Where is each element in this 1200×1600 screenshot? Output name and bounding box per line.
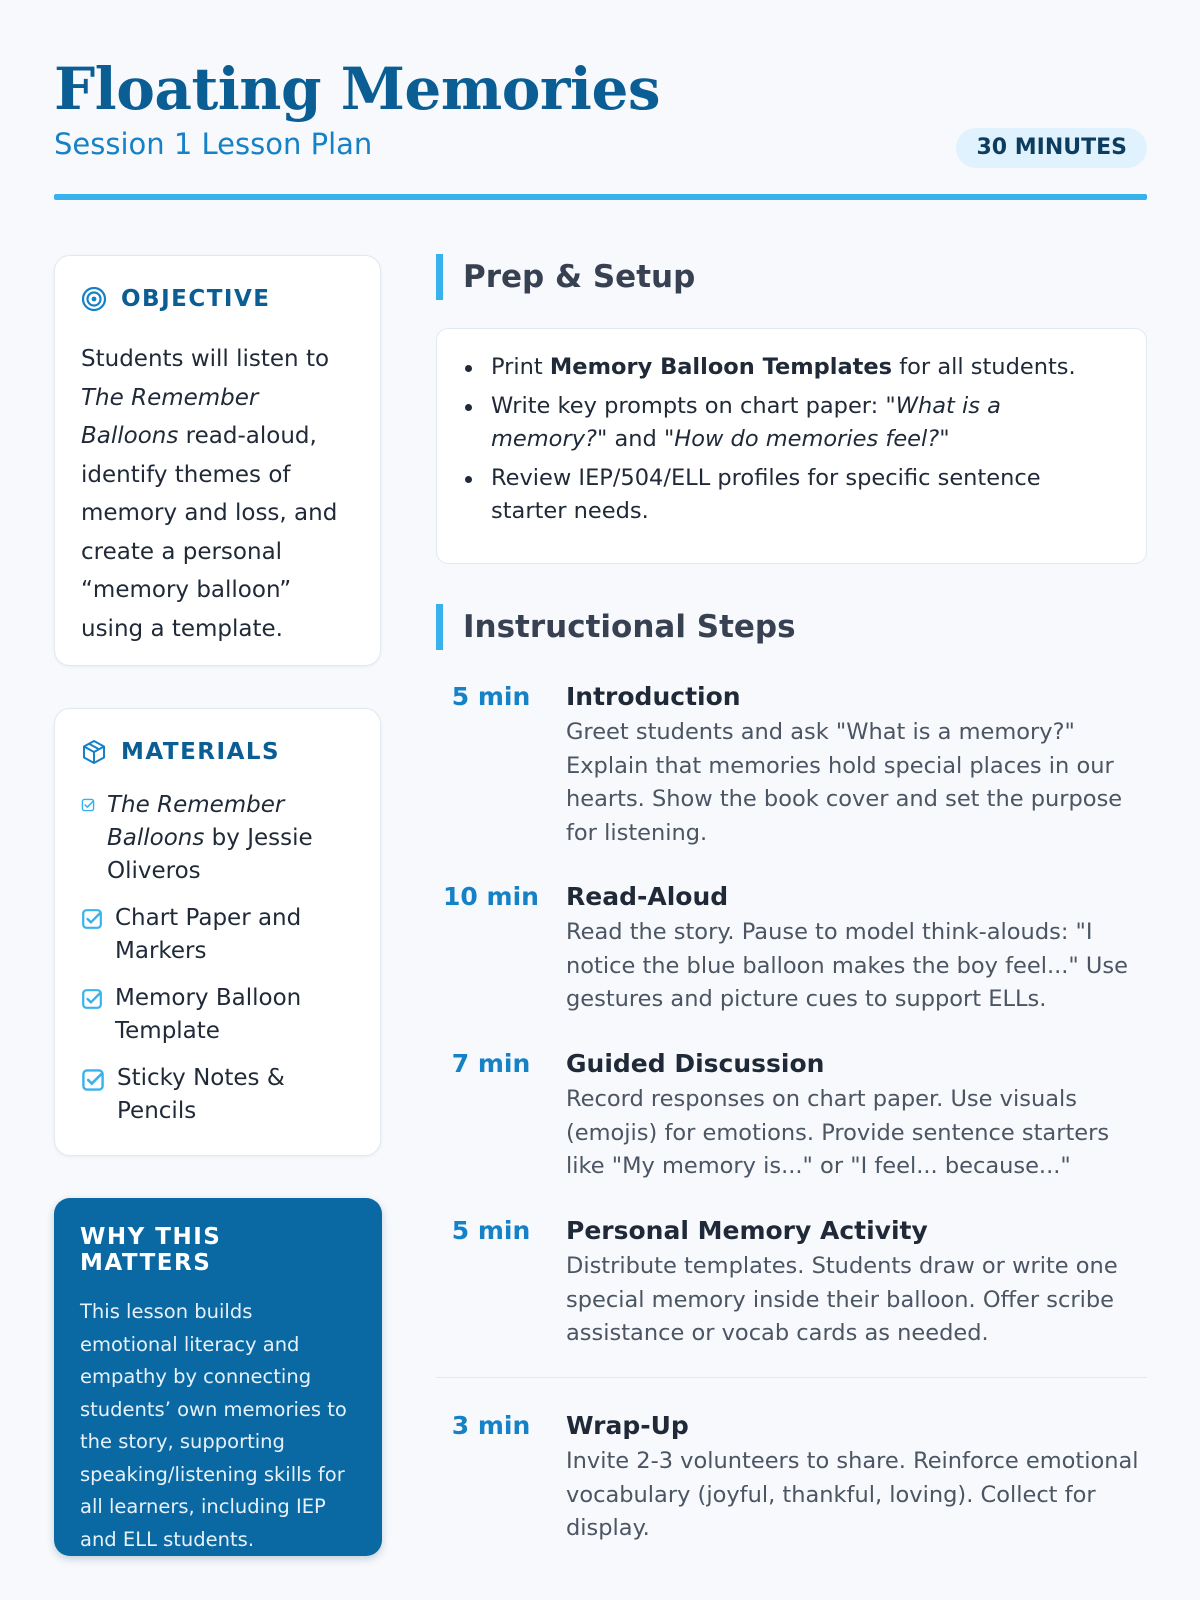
why-text: This lesson builds emotional literacy and empathy by connecting students’ own memories to the story, supporting speaking/listening skills for all learners, including IEP and ELL students. (80, 1300, 347, 1551)
target-icon (81, 286, 107, 312)
list-item (463, 390, 1120, 456)
objective-heading-label: OBJECTIVE (121, 286, 271, 312)
step-body (566, 1409, 1147, 1546)
objective-text (81, 340, 354, 648)
step-title: Introduction (566, 682, 741, 711)
step-divider (436, 1377, 1147, 1378)
step-time: 5 min (451, 1216, 531, 1245)
materials-heading-label: MATERIALS (121, 739, 281, 765)
list-item (81, 982, 354, 1048)
material-text (107, 789, 354, 888)
list-item (81, 1062, 354, 1128)
prep-text: for all students. (892, 354, 1076, 380)
step-description: Distribute templates. Students draw or write one special memory inside their balloon. Offer scribe assistance or vocab cards as needed. (566, 1253, 1118, 1346)
step-time: 5 min (451, 682, 531, 711)
header-divider (54, 194, 1147, 200)
duration-badge: 30 MINUTES (956, 128, 1147, 168)
step-time: 3 min (451, 1411, 531, 1440)
step-title: Personal Memory Activity (566, 1216, 928, 1245)
box-icon (81, 739, 107, 765)
prep-text: Print (491, 354, 550, 380)
step-title: Wrap-Up (566, 1411, 689, 1440)
step-description: Record responses on chart paper. Use visuals (emojis) for emotions. Provide sentence starters like "My memory is..." or "I feel... because..." (566, 1086, 1110, 1179)
prep-list (463, 351, 1120, 528)
step-time: 10 min (443, 882, 539, 911)
step-description: Greet students and ask "What is a memory?" Explain that memories hold special places in our hearts. Show the book cover and set the purpose for listening. (566, 719, 1123, 846)
materials-card (54, 708, 381, 1156)
lesson-plan-page (54, 0, 1147, 1600)
prep-text: Review IEP/504/ELL profiles for specific sentence starter needs. (491, 465, 1041, 524)
material-text: Sticky Notes & Pencils (117, 1065, 285, 1124)
prep-card (436, 328, 1147, 564)
steps-section-title: Instructional Steps (436, 604, 796, 650)
checkbox-icon (81, 798, 95, 812)
list-item (81, 789, 354, 888)
step-description: Invite 2-3 volunteers to share. Reinforce emotional vocabulary (joyful, thankful, loving). Collect for display. (566, 1448, 1139, 1541)
step-body (566, 1047, 1147, 1184)
objective-book-title: The Remember Balloons (81, 384, 259, 449)
prep-text: Write key prompts on chart paper: (491, 393, 886, 419)
step-body (566, 880, 1147, 1017)
checkbox-icon (81, 1068, 105, 1092)
step-body (566, 680, 1147, 850)
objective-text-intro: Students will listen to (81, 346, 330, 372)
objective-card (54, 255, 381, 666)
materials-list (81, 789, 354, 1128)
prep-prompt: "How do memories feel?" (663, 426, 950, 452)
objective-text-rest: read-aloud, identify themes of memory and loss, and create a personal “memory balloon” using a template. (81, 423, 338, 642)
material-text: Memory Balloon Template (115, 985, 302, 1044)
checkbox-icon (81, 988, 103, 1010)
prep-prompt: "What is a memory?" (491, 393, 1001, 452)
prep-bold-text: Memory Balloon Templates (549, 354, 893, 380)
step-title: Guided Discussion (566, 1049, 825, 1078)
list-item (81, 902, 354, 968)
step-title: Read-Aloud (566, 882, 729, 911)
material-text: Chart Paper and Markers (115, 905, 302, 964)
checkbox-icon (81, 908, 103, 930)
header (54, 56, 1147, 201)
prep-text: and (607, 426, 664, 452)
why-this-matters-card (54, 1198, 382, 1556)
step-body (566, 1214, 1147, 1351)
materials-heading (81, 737, 354, 767)
list-item (463, 351, 1120, 384)
material-book-title: The Remember Balloons (107, 792, 285, 851)
step-description: Read the story. Pause to model think-alouds: "I notice the blue balloon makes the boy feel..." Use gestures and picture cues to support ELLs. (566, 919, 1128, 1012)
why-heading: WHY THIS MATTERS (80, 1224, 222, 1276)
prep-section-title: Prep & Setup (436, 254, 695, 300)
page-subtitle: Session 1 Lesson Plan (54, 127, 373, 161)
step-time: 7 min (451, 1049, 531, 1078)
page-title: Floating Memories (54, 55, 661, 123)
list-item (463, 462, 1120, 528)
material-book-author: by Jessie Oliveros (107, 825, 313, 884)
objective-heading (81, 284, 354, 314)
